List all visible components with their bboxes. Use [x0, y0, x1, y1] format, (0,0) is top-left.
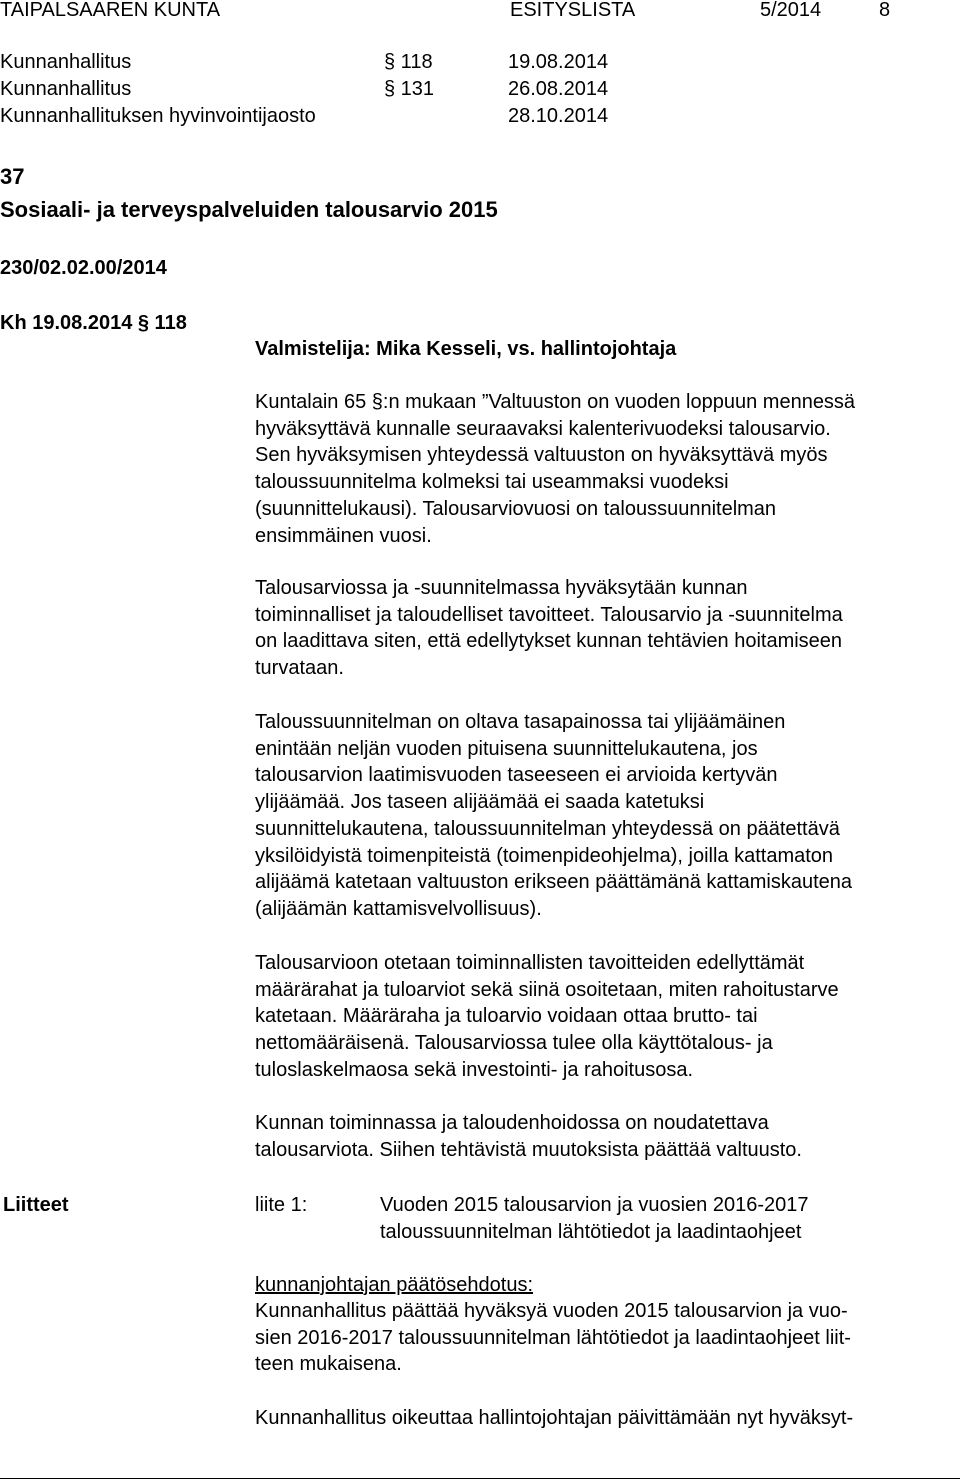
attachment-title[interactable]: Vuoden 2015 talousarvion ja vuosien 2016-2017 — [380, 1194, 809, 1216]
proposal-heading: kunnanjohtajan päätösehdotus: — [255, 1274, 534, 1296]
paragraph-line: on laadittava siten, että edellytykset kunnan tehtävien hoitamiseen — [255, 630, 843, 653]
paragraph — [255, 709, 960, 923]
meeting-body: Kunnanhallituksen hyvinvointijaosto — [0, 105, 316, 127]
paragraph — [255, 389, 960, 549]
paragraph-line: turvataan. — [255, 657, 344, 680]
paragraph-line: Talousarviossa ja -suunnitelmassa hyväksytään kunnan — [255, 577, 748, 599]
paragraph-line: sien 2016-2017 taloussuunnitelman lähtötiedot ja laadintaohjeet liit- — [255, 1326, 851, 1349]
paragraph-line: nettomääräisenä. Talousarviossa tulee olla käyttötalous- ja — [255, 1032, 773, 1055]
paragraph-line: (alijäämän kattamisvelvollisuus). — [255, 897, 542, 920]
proposal-paragraph — [255, 1298, 960, 1378]
attachment-title[interactable]: taloussuunnitelman lähtötiedot ja laadintaohjeet — [380, 1221, 802, 1243]
meeting-date: 28.10.2014 — [508, 105, 609, 127]
paragraph-line: ylijäämää. Jos taseen alijäämää ei saada katetuksi — [255, 791, 705, 814]
meeting-date: 19.08.2014 — [508, 51, 609, 73]
meeting-body: Kunnanhallitus — [0, 51, 132, 73]
header-page-number: 8 — [879, 0, 891, 21]
paragraph-line: Kunnan toiminnassa ja taloudenhoidossa on noudatettava — [255, 1112, 769, 1134]
item-number: 37 — [0, 164, 25, 189]
paragraph-line: teen mukaisena. — [255, 1353, 402, 1376]
paragraph-line: toiminnalliset ja taloudelliset tavoitteet. Talousarvio ja -suunnitelma — [255, 603, 843, 626]
diary-number: 230/02.02.00/2014 — [0, 257, 167, 279]
header-doc-type: ESITYSLISTA — [510, 0, 636, 21]
paragraph-line: alijäämä katetaan valtuuston erikseen päättämänä kattamiskautena — [255, 871, 853, 894]
paragraph-line: katetaan. Määräraha ja tuloarvio voidaan ottaa brutto- tai — [255, 1005, 758, 1028]
handling-reference: Kh 19.08.2014 § 118 — [0, 312, 187, 334]
header-municipality: TAIPALSAAREN KUNTA — [0, 0, 221, 21]
paragraph-line: Taloussuunnitelman on oltava tasapainossa tai ylijäämäinen — [255, 711, 786, 733]
bottom-divider — [0, 1478, 960, 1479]
paragraph — [255, 575, 960, 682]
paragraph-line: enintään neljän vuoden pituisena suunnittelukautena, jos — [255, 737, 758, 760]
paragraph-line: taloussuunnitelma kolmeksi tai useammaksi vuodeksi — [255, 471, 729, 494]
paragraph — [255, 1110, 960, 1163]
paragraph-line: (suunnittelukausi). Talousarviovuosi on taloussuunnitelman — [255, 497, 777, 520]
paragraph-line: Kunnanhallitus oikeuttaa hallintojohtajan päivittämään nyt hyväksyt- — [255, 1407, 854, 1429]
meeting-body: Kunnanhallitus — [0, 78, 132, 100]
attachments-heading: Liitteet — [3, 1194, 69, 1216]
paragraph-line: Kunnanhallitus päättää hyväksyä vuoden 2015 talousarvion ja vuo- — [255, 1300, 848, 1322]
paragraph-line: tuloslaskelmaosa sekä investointi- ja rahoitusosa. — [255, 1058, 693, 1081]
paragraph — [255, 950, 960, 1084]
paragraph-line: Kuntalain 65 §:n mukaan ”Valtuuston on vuoden loppuun mennessä — [255, 391, 856, 413]
meeting-date: 26.08.2014 — [508, 78, 609, 100]
paragraph-line: talousarviota. Siihen tehtävistä muutoksista päättää valtuusto. — [255, 1138, 802, 1161]
meeting-section: § 131 — [384, 78, 435, 100]
meeting-section: § 118 — [384, 51, 433, 73]
paragraph-line: suunnittelukautena, taloussuunnitelman yhteydessä on päätettävä — [255, 817, 840, 840]
header-issue: 5/2014 — [760, 0, 822, 21]
paragraph-line: Sen hyväksymisen yhteydessä valtuuston on hyväksyttävä myös — [255, 444, 828, 467]
item-title: Sosiaali- ja terveyspalveluiden talousarvio 2015 — [0, 197, 498, 222]
paragraph-line: määrärahat ja tuloarviot sekä siinä osoitetaan, miten rahoitustarve — [255, 978, 839, 1001]
proposal-paragraph — [255, 1405, 960, 1432]
paragraph-line: yksilöidyistä toimenpiteistä (toimenpideohjelma), joilla kattamaton — [255, 844, 834, 867]
attachment-label: liite 1: — [255, 1194, 308, 1216]
paragraph-line: Talousarvioon otetaan toiminnallisten tavoitteiden edellyttämät — [255, 952, 805, 974]
paragraph-line: ensimmäinen vuosi. — [255, 524, 432, 547]
paragraph-line: talousarvion laatimisvuoden taseeseen ei arvioida kertyvän — [255, 764, 778, 787]
paragraph-line: hyväksyttävä kunnalle seuraavaksi kalenterivuodeksi talousarvio. — [255, 417, 831, 440]
preparer-line: Valmistelija: Mika Kesseli, vs. hallintojohtaja — [255, 338, 677, 360]
